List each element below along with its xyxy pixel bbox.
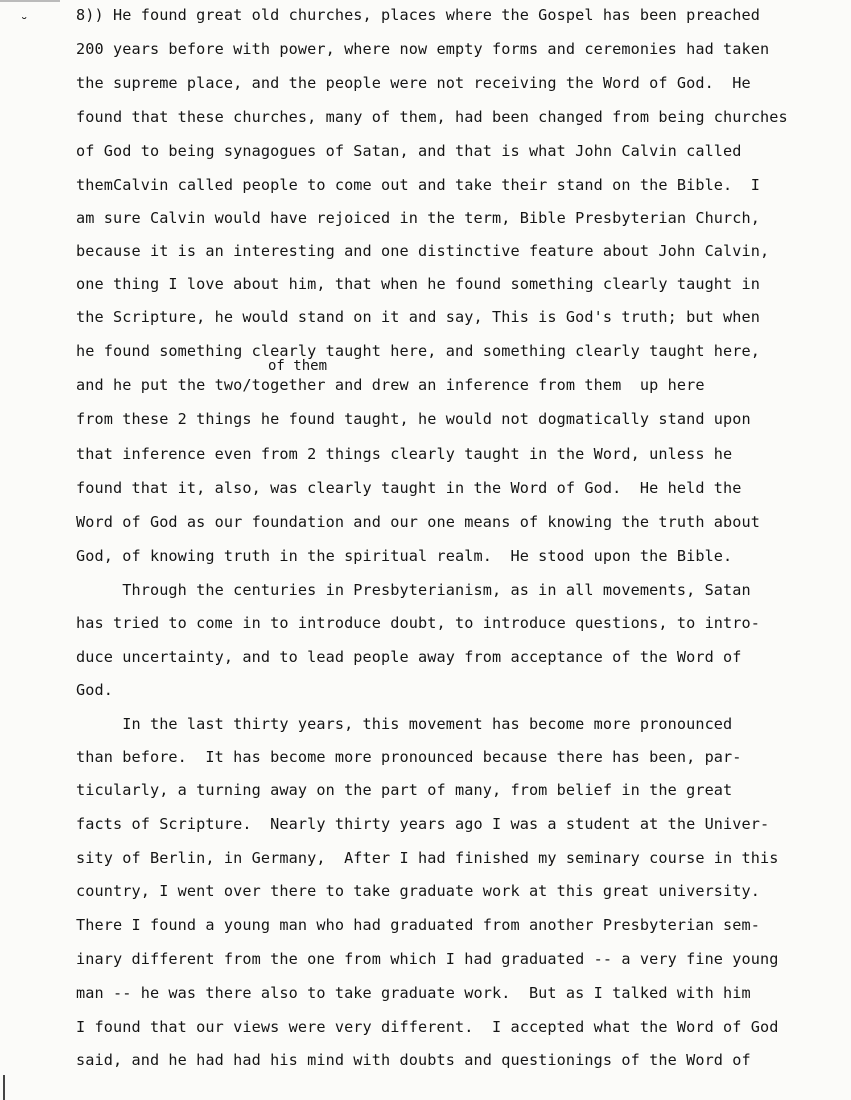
text-line: from these 2 things he found taught, he would not dogmatically stand upon [76,410,751,428]
text-line: themCalvin called people to come out and take their stand on the Bible. I [76,176,761,194]
text-line: one thing I love about him, that when he found something clearly taught in [76,275,761,293]
text-line: 200 years before with power, where now empty forms and ceremonies had taken [76,40,770,58]
text-line: found that these churches, many of them, had been changed from being churches [76,108,788,126]
text-line: country, I went over there to take graduate work at this great university. [76,882,761,900]
text-line: that inference even from 2 things clearly taught in the Word, unless he [76,445,733,463]
text-line: facts of Scripture. Nearly thirty years ago I was a student at the Univer- [76,815,770,833]
text-line: Through the centuries in Presbyterianism, as in all movements, Satan [76,581,751,599]
text-line: I found that our views were very different. I accepted what the Word of God [76,1018,779,1036]
text-line: the Scripture, he would stand on it and say, This is God's truth; but when [76,308,761,326]
text-line: Word of God as our foundation and our one means of knowing the truth about [76,513,761,531]
text-line: sity of Berlin, in Germany, After I had finished my seminary course in this [76,849,779,867]
text-line: of God to being synagogues of Satan, and that is what John Calvin called [76,142,742,160]
text-line: inary different from the one from which I had graduated -- a very fine young [76,950,779,968]
interlinear-insertion: of them [268,358,328,374]
text-line: he found something clearly taught here, and something clearly taught here, [76,342,761,360]
text-line: duce uncertainty, and to lead people away from acceptance of the Word of [76,648,742,666]
text-line: because it is an interesting and one distinctive feature about John Calvin, [76,242,770,260]
text-line: There I found a young man who had graduated from another Presbyterian sem- [76,916,761,934]
text-line: has tried to come in to introduce doubt, to introduce questions, to intro- [76,614,761,632]
page-edge-top [0,0,60,2]
text-line: In the last thirty years, this movement has become more pronounced [76,715,733,733]
text-line: said, and he had had his mind with doubts and questionings of the Word of [76,1051,751,1069]
text-line: found that it, also, was clearly taught in the Word of God. He held the [76,479,742,497]
text-line: 8)) He found great old churches, places where the Gospel has been preached [76,6,761,24]
text-line: the supreme place, and the people were not receiving the Word of God. He [76,74,751,92]
text-line: ticularly, a turning away on the part of many, from belief in the great [76,781,733,799]
text-line: and he put the two/together and drew an inference from them up here [76,376,705,394]
text-line: God. [76,681,113,699]
margin-mark: ˘ [20,16,29,32]
text-line: am sure Calvin would have rejoiced in the term, Bible Presbyterian Church, [76,209,761,227]
text-line: man -- he was there also to take graduate work. But as I talked with him [76,984,751,1002]
text-line: God, of knowing truth in the spiritual realm. He stood upon the Bible. [76,547,733,565]
text-line: than before. It has become more pronounced because there has been, par- [76,748,742,766]
page-edge-left [3,1075,5,1100]
